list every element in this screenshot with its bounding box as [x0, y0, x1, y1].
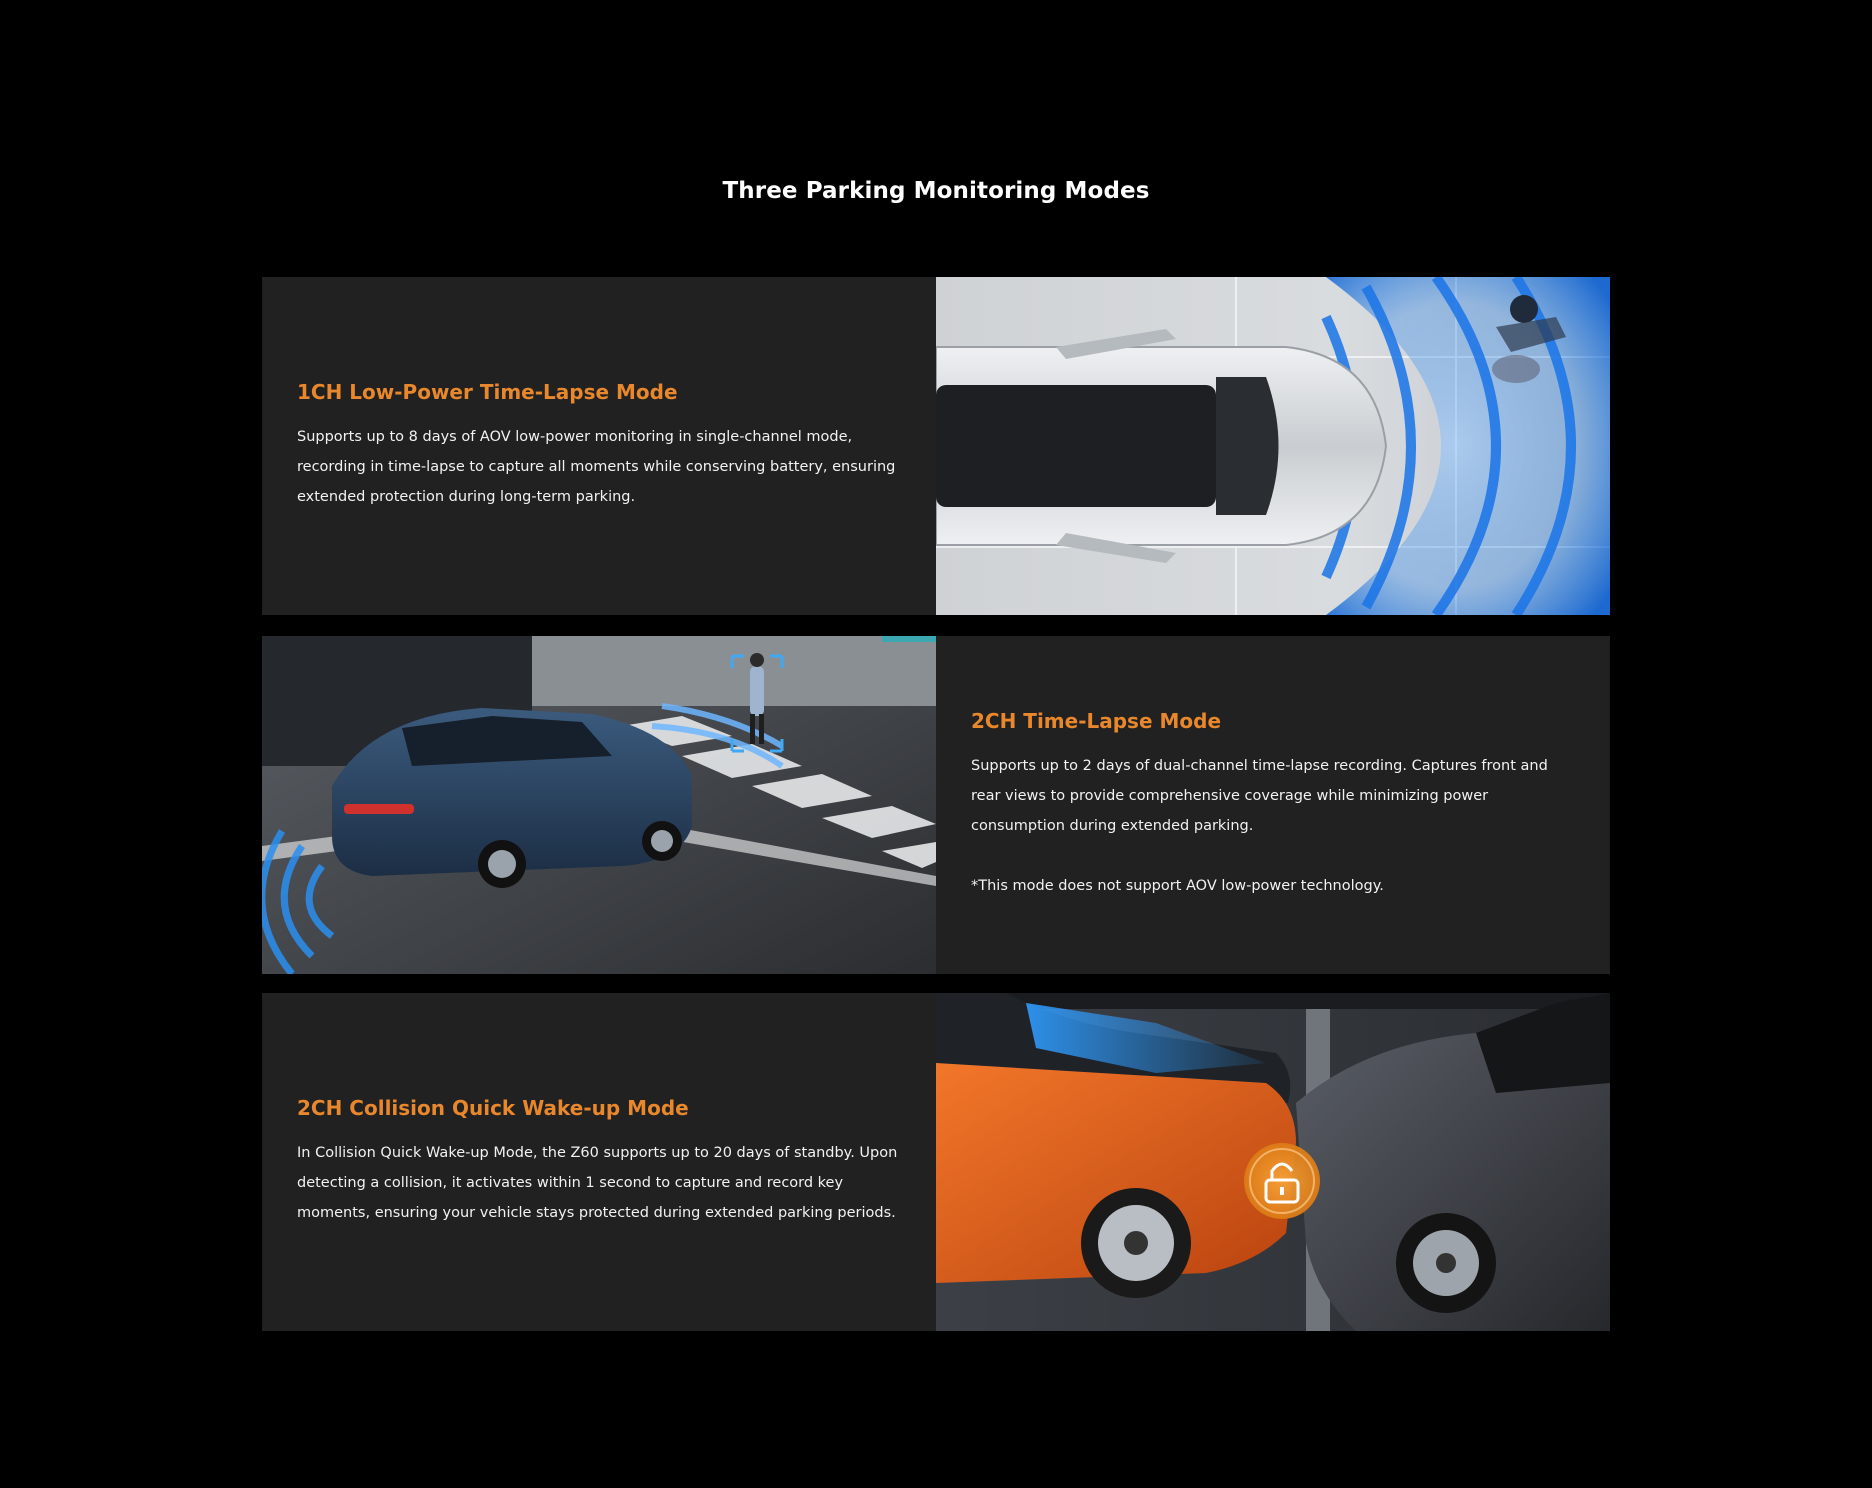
mode-image-collision [936, 993, 1610, 1331]
mode-title-2: 2CH Time-Lapse Mode [971, 709, 1222, 733]
mode-title-3: 2CH Collision Quick Wake-up Mode [297, 1096, 689, 1120]
mode-description-2: Supports up to 2 days of dual-channel time-lapse recording. Captures front and rear views to provide comprehensive coverage while minimizing power consumption during extended parking. [971, 758, 1548, 834]
mode-description-3: In Collision Quick Wake-up Mode, the Z60 supports up to 20 days of standby. Upon detecting a collision, it activates within 1 second to capture and record key moments, ensuring your vehicle stays protected during extended parking periods. [297, 1145, 898, 1221]
mode-card-3 [262, 993, 1610, 1331]
mode-card-1 [262, 277, 1610, 615]
mode-note-2: *This mode does not support AOV low-power technology. [971, 878, 1384, 894]
section-title: Three Parking Monitoring Modes [722, 178, 1150, 204]
mode-text-panel-2 [936, 636, 1610, 974]
mode-card-2 [262, 636, 1610, 974]
mode-description-1: Supports up to 8 days of AOV low-power monitoring in single-channel mode, recording in time-lapse to capture all moments while conserving battery, ensuring extended protection during long-term parking. [297, 429, 896, 505]
mode-text-panel-3 [262, 993, 936, 1331]
mode-text-panel-1 [262, 277, 936, 615]
mode-title-1: 1CH Low-Power Time-Lapse Mode [297, 380, 678, 404]
mode-image-suv-crosswalk [262, 636, 936, 974]
mode-image-top-view-car [936, 277, 1610, 615]
